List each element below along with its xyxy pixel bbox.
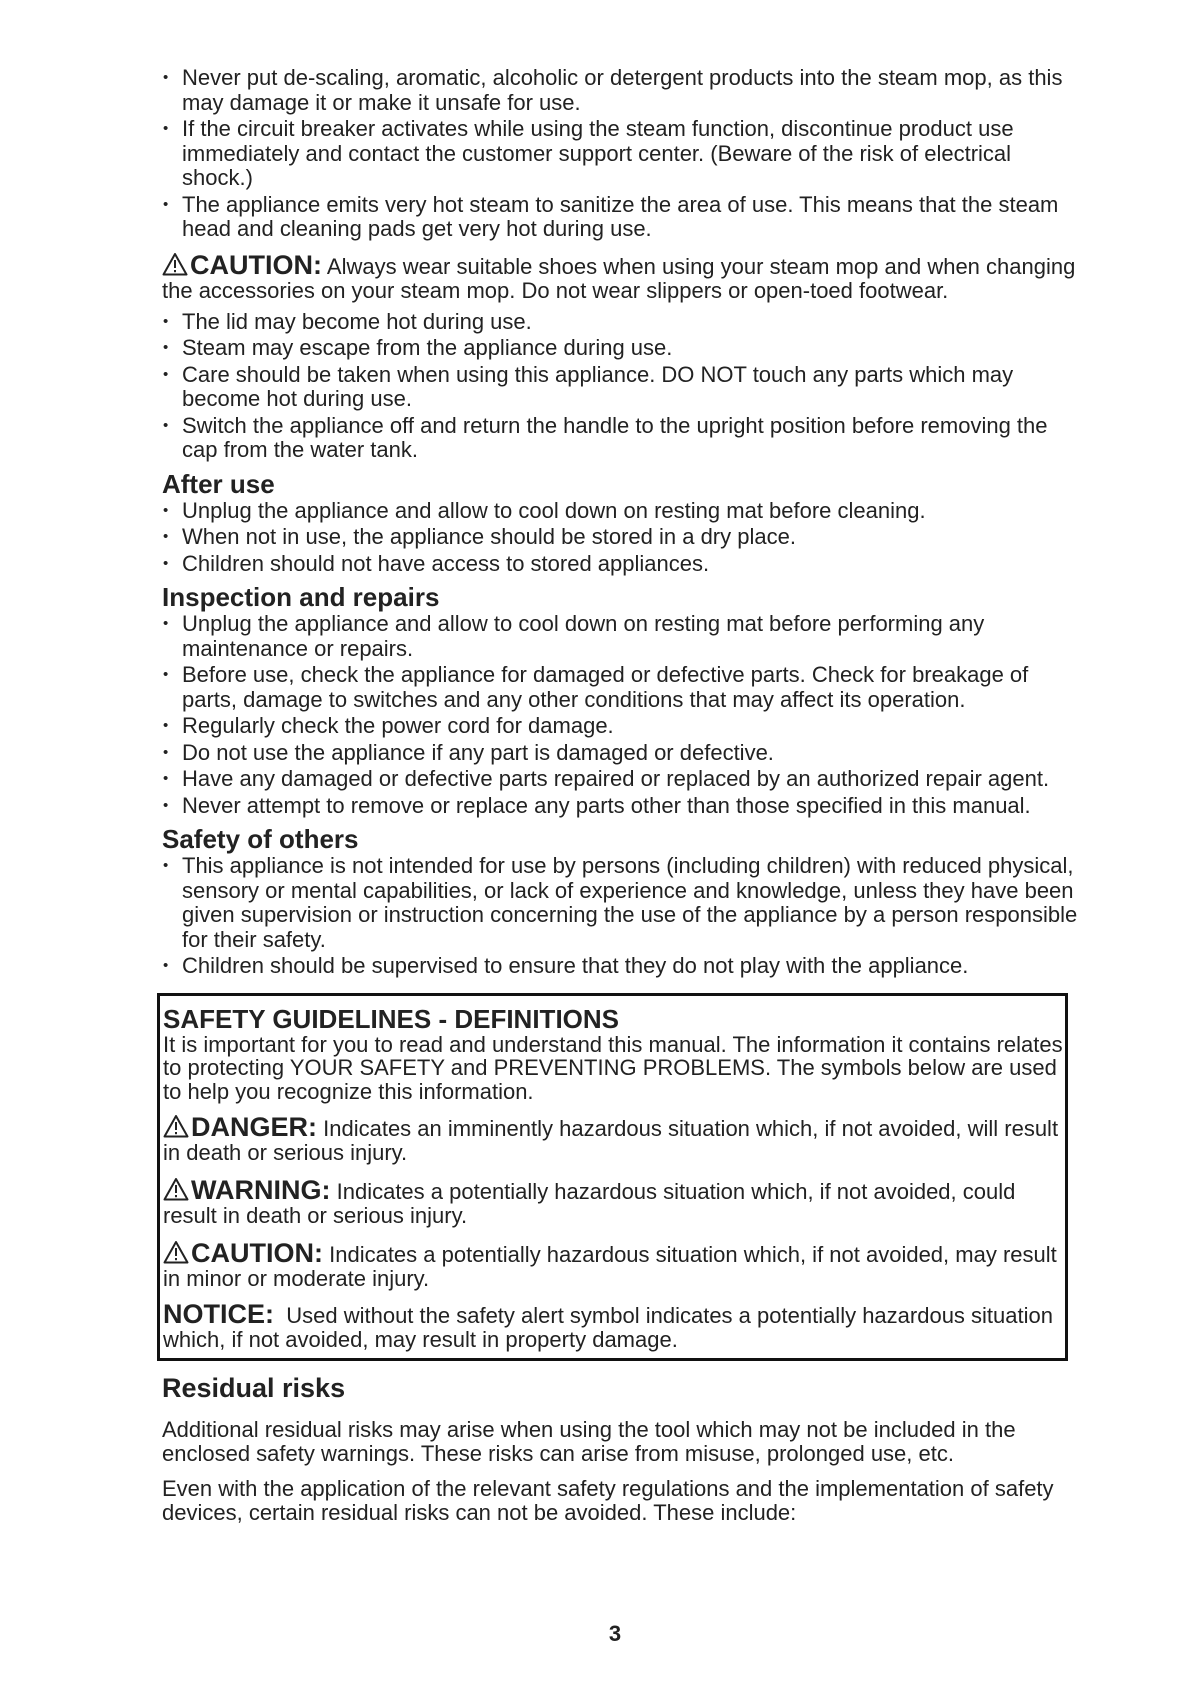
warning-text: Indicates a potentially hazardous situation which, if not avoided, could result in death or serious injury. (163, 1179, 1016, 1228)
residual-paragraph-2: Even with the application of the relevant safety regulations and the implementation of safety devices, certain residual risks can not be avoided. These include: (162, 1476, 1054, 1525)
caution-text: Always wear suitable shoes when using your steam mop and when changing the accessories on your steam mop. Do not wear slippers or open-toed footwear. (162, 253, 1076, 303)
list-item: • When not in use, the appliance should be stored in a dry place. (162, 525, 1082, 550)
list-item: • Do not use the appliance if any part is damaged or defective. (162, 741, 1082, 766)
caution-def-keyword: CAUTION: (191, 1238, 323, 1268)
steam-safety-list (162, 66, 1082, 242)
warning-definition (163, 1177, 1065, 1227)
list-item: • Steam may escape from the appliance during use. (162, 336, 1082, 361)
definitions-title: SAFETY GUIDELINES - DEFINITIONS (163, 1003, 620, 1034)
list-item: • Before use, check the appliance for damaged or defective parts. Check for breakage of parts, damage to switches and any other conditions that may affect its operation. (162, 663, 1082, 712)
caution-keyword: CAUTION: (190, 249, 322, 280)
notice-definition (163, 1299, 1065, 1352)
notice-text: Used without the safety alert symbol indicates a potentially hazardous situation which, if not avoided, may result in property damage. (163, 1303, 1053, 1352)
list-item: • Regularly check the power cord for damage. (162, 714, 1082, 739)
page-content (162, 66, 1082, 1536)
warning-triangle-icon (163, 1114, 189, 1138)
danger-definition (163, 1114, 1065, 1164)
safety-definitions-box (157, 993, 1068, 1362)
after-use-list (162, 499, 1082, 577)
list-item: • This appliance is not intended for use by persons (including children) with reduced physical, sensory or mental capabilities, or lack of experience and knowledge, unless they have been given supervision or instruction concerning the use of the appliance by a person responsible for their safety. (162, 854, 1082, 952)
warning-triangle-icon (163, 1177, 189, 1201)
list-item: • Switch the appliance off and return the handle to the upright position before removing the cap from the water tank. (162, 414, 1082, 463)
danger-keyword: DANGER: (191, 1112, 317, 1142)
definitions-intro: It is important for you to read and understand this manual. The information it contains relates to protecting YOUR SAFETY and PREVENTING PROBLEMS. The symbols below are used to help you recognize this information. (163, 1031, 1063, 1104)
warning-triangle-icon (162, 252, 188, 276)
list-item: • If the circuit breaker activates while using the steam function, discontinue product use immediately and contact the customer support center. (Beware of the risk of electrical shock.) (162, 117, 1082, 191)
list-item: • The appliance emits very hot steam to sanitize the area of use. This means that the steam head and cleaning pads get very hot during use. (162, 193, 1082, 242)
list-item: • Children should not have access to stored appliances. (162, 552, 1082, 577)
list-item: • Children should be supervised to ensure that they do not play with the appliance. (162, 954, 1082, 979)
caution-definition (163, 1240, 1065, 1290)
residual-risks-heading: Residual risks (162, 1373, 346, 1403)
list-item: • Never attempt to remove or replace any parts other than those specified in this manual. (162, 794, 1082, 819)
residual-paragraph-1: Additional residual risks may arise when using the tool which may not be included in the enclosed safety warnings. These risks can arise from misuse, prolonged use, etc. (162, 1417, 1016, 1466)
danger-text: Indicates an imminently hazardous situation which, if not avoided, will result in death or serious injury. (163, 1116, 1059, 1165)
notice-keyword: NOTICE: (163, 1299, 274, 1329)
warning-keyword: WARNING: (191, 1175, 331, 1205)
safety-of-others-list (162, 854, 1082, 979)
warning-triangle-icon (163, 1240, 189, 1264)
inspection-heading: Inspection and repairs (162, 582, 440, 612)
list-item: • Have any damaged or defective parts repaired or replaced by an authorized repair agent. (162, 767, 1082, 792)
list-item: • Never put de-scaling, aromatic, alcoholic or detergent products into the steam mop, as this may damage it or make it unsafe for use. (162, 66, 1082, 115)
list-item: • Unplug the appliance and allow to cool down on resting mat before performing any maintenance or repairs. (162, 612, 1082, 661)
hot-parts-list (162, 310, 1082, 463)
list-item: • The lid may become hot during use. (162, 310, 1082, 335)
page-number: 3 (608, 1621, 622, 1646)
caution-note (162, 249, 1082, 303)
list-item: • Care should be taken when using this appliance. DO NOT touch any parts which may become hot during use. (162, 363, 1082, 412)
after-use-heading: After use (162, 468, 275, 499)
safety-of-others-heading: Safety of others (162, 824, 359, 854)
caution-def-text: Indicates a potentially hazardous situation which, if not avoided, may result in minor or moderate injury. (163, 1242, 1057, 1291)
inspection-list (162, 612, 1082, 818)
list-item: • Unplug the appliance and allow to cool down on resting mat before cleaning. (162, 499, 1082, 524)
